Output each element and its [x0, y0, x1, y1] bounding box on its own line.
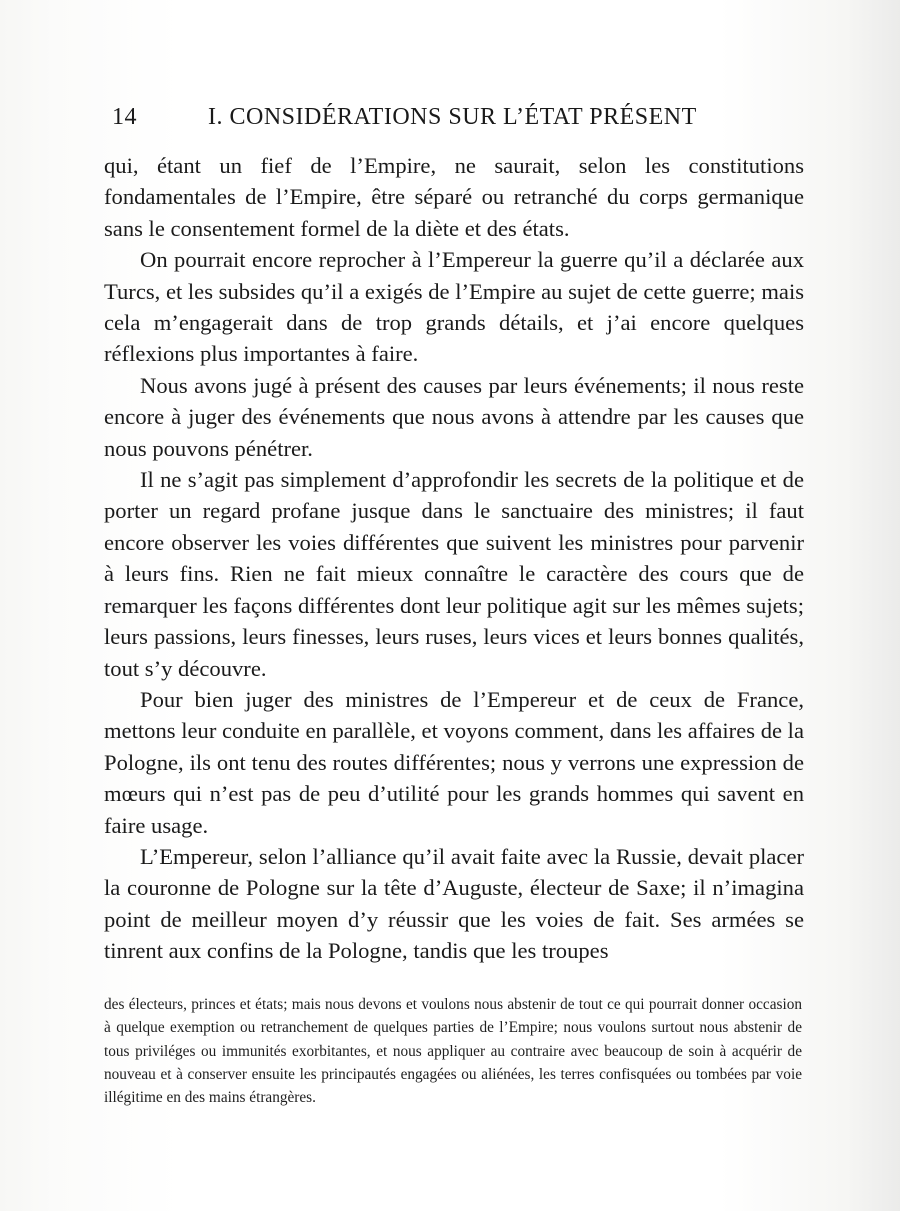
footnote: [104, 993, 802, 1109]
page-number: 14: [112, 104, 137, 130]
paragraph: Pour bien juger des ministres de l’Empereur et de ceux de France, mettons leur conduite en parallèle, et voyons comment, dans les affaires de la Pologne, ils ont tenu des routes différentes; nous y verrons une expression de mœurs qui n’est pas de peu d’utilité pour les grands hommes qui savent en faire usage.: [104, 686, 804, 838]
footnote-text: des électeurs, princes et états; mais nous devons et voulons nous abstenir de tout ce qui pourrait donner occasion à quelque exemption ou retranchement de quelques parties de l’Empire; nous voulons surtout nous abstenir de tous priviléges ou immunités exorbitantes, et nous appliquer au contraire avec beaucoup de soin à acquérir de nouveau et à conserver ensuite les principautés engagées ou aliénées, les terres confisquées ou tombées par voie illégitime en des mains étrangères.: [104, 996, 802, 1107]
paragraph: L’Empereur, selon l’alliance qu’il avait faite avec la Russie, devait placer la couronne de Pologne sur la tête d’Auguste, électeur de Saxe; il n’imagina point de meilleur moyen d’y réussir que les voies de fait. Ses armées se tinrent aux confins de la Pologne, tandis que les troupes: [104, 843, 804, 964]
running-title: I. CONSIDÉRATIONS SUR L’ÉTAT PRÉSENT: [208, 104, 697, 130]
body-text: [104, 150, 804, 967]
paragraph-continued: qui, étant un fief de l’Empire, ne saurait, selon les constitutions fondamentales de l’Empire, être séparé ou retranché du corps germanique sans le consentement formel de la diète et des états.: [104, 153, 804, 241]
paragraph: On pourrait encore reprocher à l’Empereur la guerre qu’il a déclarée aux Turcs, et les subsides qu’il a exigés de l’Empire au sujet de cette guerre; mais cela m’engagerait dans de trop grands détails, et j’ai encore quelques réflexions plus importantes à faire.: [104, 247, 805, 367]
paragraph: Nous avons jugé à présent des causes par leurs événements; il nous reste encore à juger des événements que nous avons à attendre par les causes que nous pouvons pénétrer.: [104, 372, 804, 461]
paragraph: Il ne s’agit pas simplement d’approfondir les secrets de la politique et de porter un regard profane jusque dans le sanctuaire des ministres; il faut encore observer les voies différentes que suivent les ministres pour parvenir à leurs fins. Rien ne fait mieux connaître le caractère des cours que de remarquer les façons différentes dont leur politique agit sur les mêmes sujets; leurs passions, leurs finesses, leurs ruses, leurs vices et leurs bonnes qualités, tout s’y découvre.: [104, 467, 804, 681]
running-head: [112, 104, 812, 138]
